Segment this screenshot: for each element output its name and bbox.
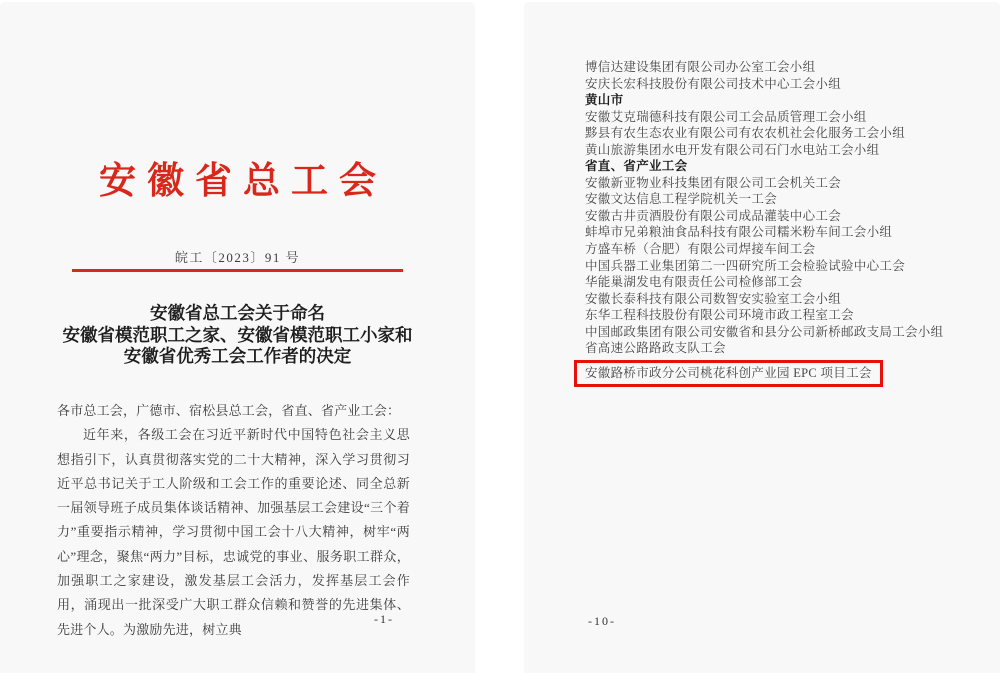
list-item: 方盛车桥（合肥）有限公司焊接车间工会 [585,242,816,257]
list-item: 黄山旅游集团水电开发有限公司石门水电站工会小组 [585,142,880,157]
page-number-left: -1- [374,612,394,626]
page-number-right: -10- [588,614,616,628]
document-title-line: 安徽省优秀工会工作者的决定 [123,346,352,366]
org-title: 安徽省总工会 [99,161,387,202]
body-paragraph: 近年来，各级工会在习近平新时代中国特色社会主义思想指引下，认真贯彻落实党的二十大精神，深入学习贯彻习近平总书记关于工人阶级和工会工作的重要论述、同全总新一届领导班子成员集体谈话精神、加强基层工会建设“三个着力”重要指示精神，学习贯彻中国工会十八大精神，树牢“两心”理念，聚焦“两力”目标，忠诚党的事业、服务职工群众，加强职工之家建设，激发基层工会活力，发挥基层工会作用，涌现出一批深受广大职工群众信赖和赞誉的先进集体、先进个人。为激励先进，树立典 [57,427,410,637]
list-item: 安徽艾克瑞德科技有限公司工会品质管理工会小组 [585,109,867,124]
doc-number: 皖工〔2023〕91 号 [174,250,301,265]
section-header: 黄山市 [585,93,624,108]
list-item: 蚌埠市兄弟粮油食品科技有限公司糯米粉车间工会小组 [585,225,893,240]
red-divider [72,269,403,272]
highlighted-item [585,360,985,388]
list-item: 安庆长宏科技股份有限公司技术中心工会小组 [585,76,842,91]
document-body [57,399,410,642]
list-item: 安徽古井贡酒股份有限公司成品灌装中心工会 [585,208,842,223]
union-list [585,59,985,387]
document-page-left [0,2,475,673]
salutation: 各市总工会，广德市、宿松县总工会，省直、省产业工会： [57,403,401,418]
list-item: 省高速公路路政支队工会 [585,341,726,356]
highlight-box [574,360,883,388]
list-item: 中国邮政集团有限公司安徽省和县分公司新桥邮政支局工会小组 [585,324,944,339]
list-item: 安徽长泰科技有限公司数智安实验室工会小组 [585,291,842,306]
list-item: 中国兵器工业集团第二一四研究所工会检验试验中心工会 [585,258,906,273]
list-item: 安徽路桥市政分公司桃花科创产业园 EPC 项目工会 [585,365,872,380]
list-item: 华能巢湖发电有限责任公司检修部工会 [585,275,803,290]
list-item: 黟县有农生态农业有限公司有农农机社会化服务工会小组 [585,126,906,141]
document-page-right [524,2,1000,673]
document-title [0,303,475,368]
document-title-line: 安徽省模范职工之家、安徽省模范职工小家和 [62,324,413,345]
list-item: 安徽新亚物业科技集团有限公司工会机关工会 [585,175,842,190]
list-item: 博信达建设集团有限公司办公室工会小组 [585,60,816,74]
list-item: 东华工程科技股份有限公司环境市政工程室工会 [585,308,854,323]
document-title-line: 安徽省总工会关于命名 [150,303,325,323]
list-item: 安徽文达信息工程学院机关一工会 [585,192,778,207]
section-header: 省直、省产业工会 [585,159,688,174]
